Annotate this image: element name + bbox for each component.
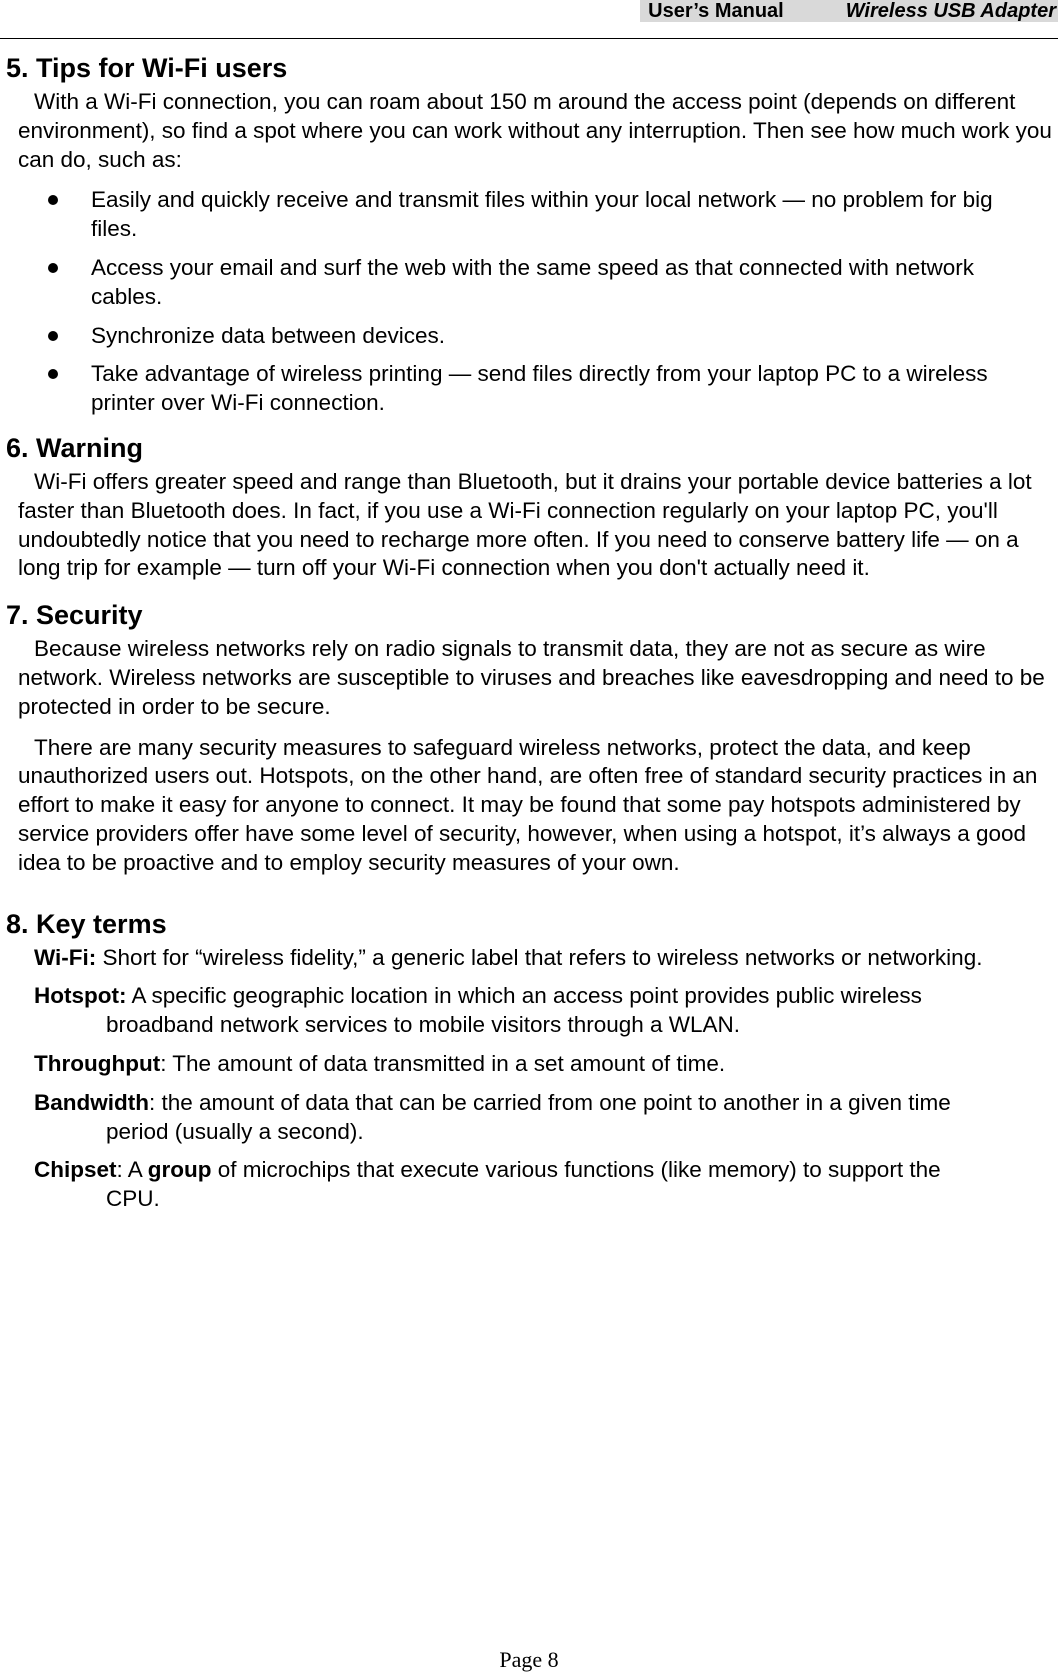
term-definition-pre: : A: [116, 1157, 148, 1183]
section-7-para-1: Because wireless networks rely on radio signals to transmit data, they are not as secure as wire network. Wireless networks are susceptible to viruses and breaches like eavesdropping and need to be protected in order to be secure.: [18, 636, 1045, 719]
section-5-intro: With a Wi-Fi connection, you can roam about 150 m around the access point (depends on different environment), so find a spot where you can work without any interruption. Then see how much work you can do, such as:: [18, 89, 1052, 172]
term-label: Bandwidth: [34, 1089, 149, 1115]
list-item: [6, 186, 1026, 244]
header-title-box: [640, 0, 1058, 22]
term-label: Throughput: [34, 1050, 161, 1076]
header-manual-label: User’s Manual: [648, 0, 784, 22]
bullet-icon: [48, 263, 58, 273]
list-item: [6, 254, 1026, 312]
page-header: [0, 0, 1058, 39]
list-item: [6, 360, 1026, 418]
spacer: [6, 890, 1054, 904]
term-chipset: [34, 1156, 986, 1214]
term-hotspot: [34, 982, 986, 1040]
bullet-icon: [48, 331, 58, 341]
term-bandwidth: [34, 1089, 986, 1147]
list-item-text: Easily and quickly receive and transmit files within your local network — no problem for big files.: [91, 187, 993, 242]
section-8-heading: 8. Key terms: [6, 908, 167, 939]
term-wifi: [34, 944, 986, 973]
term-definition: : The amount of data transmitted in a set amount of time.: [160, 1050, 726, 1076]
list-item-text: Access your email and surf the web with the same speed as that connected with network cables.: [91, 254, 974, 309]
section-6-body: Wi-Fi offers greater speed and range than Bluetooth, but it drains your portable device batteries a lot faster than Bluetooth does. In fact, if you use a Wi-Fi connection regularly on your laptop PC, you'll undoubtedly notice that you need to recharge more often. If you need to conserve battery life — on a long trip for example — turn off your Wi-Fi connection when you don't actually need it.: [18, 468, 1032, 581]
term-label: Wi-Fi:: [34, 944, 97, 970]
bullet-icon: [48, 195, 58, 205]
term-definition: A specific geographic location in which an access point provides public wireless broadband network services to mobile visitors through a WLAN.: [106, 983, 922, 1038]
list-item-text: Take advantage of wireless printing — send files directly from your laptop PC to a wireless printer over Wi-Fi connection.: [91, 361, 988, 416]
term-label: Hotspot:: [34, 983, 127, 1009]
section-6-heading: 6. Warning: [6, 432, 144, 463]
term-definition: : the amount of data that can be carried from one point to another in a given time period (usually a second).: [106, 1089, 951, 1144]
section-5-heading: 5. Tips for Wi-Fi users: [6, 53, 288, 83]
header-product-label: Wireless USB Adapter: [845, 0, 1056, 22]
page-content: [6, 48, 1054, 1224]
term-definition: Short for “wireless fidelity,” a generic label that refers to wireless networks or networking.: [96, 944, 983, 970]
tips-list: [6, 186, 1054, 418]
bullet-icon: [48, 369, 58, 379]
term-emphasis: group: [147, 1157, 212, 1183]
term-label: Chipset: [34, 1157, 117, 1183]
page-number: Page 8: [499, 1647, 559, 1672]
section-7-para-2: There are many security measures to safeguard wireless networks, protect the data, and keep unauthorized users out. Hotspots, on the other hand, are often free of standard security practices in an effort to make it easy for anyone to connect. It may be found that some pay hotspots administered by service providers offer have some level of security, however, when using a hotspot, it’s always a good idea to be proactive and to employ security measures of your own.: [18, 734, 1038, 875]
section-7-heading: 7. Security: [6, 600, 143, 631]
term-throughput: [34, 1050, 986, 1079]
list-item: [6, 322, 1026, 351]
list-item-text: Synchronize data between devices.: [91, 322, 445, 348]
term-definition-post: of microchips that execute various functions (like memory) to support the CPU.: [106, 1157, 941, 1212]
